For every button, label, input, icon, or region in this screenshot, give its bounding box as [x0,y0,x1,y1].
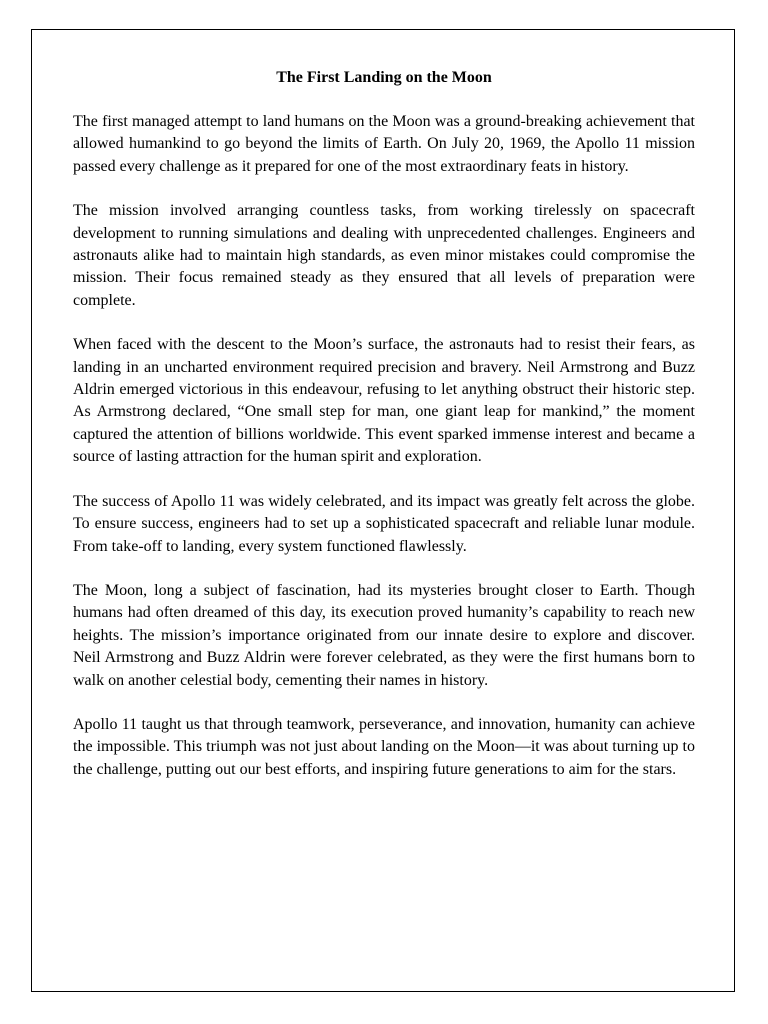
paragraph-5: The Moon, long a subject of fascination, had its mysteries brought closer to Earth. Though humans had often dreamed of this day, its execution proved humanity’s capability to reach new heights. The mission’s importance originated from our innate desire to explore and discover. Neil Armstrong and Buzz Aldrin were forever celebrated, as they were the first humans born to walk on another celestial body, cementing their names in history. [73,581,695,689]
document-title: The First Landing on the Moon [276,69,492,86]
paragraph-4: The success of Apollo 11 was widely celebrated, and its impact was greatly felt across the globe. To ensure success, engineers had to set up a sophisticated spacecraft and reliable lunar module. From take-off to landing, every system functioned flawlessly. [73,492,695,555]
document-body [73,66,695,803]
paragraph-3: When faced with the descent to the Moon’s surface, the astronauts had to resist their fears, as landing in an uncharted environment required precision and bravery. Neil Armstrong and Buzz Aldrin emerged victorious in this endeavour, refusing to let anything obstruct their historic step. As Armstrong declared, “One small step for man, one giant leap for mankind,” the moment captured the attention of billions worldwide. This event sparked immense interest and became a source of lasting attraction for the human spirit and exploration. [73,336,695,466]
paragraph-2: The mission involved arranging countless tasks, from working tirelessly on spacecraft development to running simulations and dealing with unprecedented challenges. Engineers and astronauts alike had to maintain high standards, as even minor mistakes could compromise the mission. Their focus remained steady as they ensured that all levels of preparation were complete. [73,202,695,309]
paragraph-1: The first managed attempt to land humans on the Moon was a ground-breaking achievement that allowed humankind to go beyond the limits of Earth. On July 20, 1969, the Apollo 11 mission passed every challenge as it prepared for one of the most extraordinary feats in history. [73,113,695,175]
paragraph-6: Apollo 11 taught us that through teamwork, perseverance, and innovation, humanity can achieve the impossible. This triumph was not just about landing on the Moon—it was about turning up to the challenge, putting out our best efforts, and inspiring future generations to aim for the stars. [73,715,695,778]
